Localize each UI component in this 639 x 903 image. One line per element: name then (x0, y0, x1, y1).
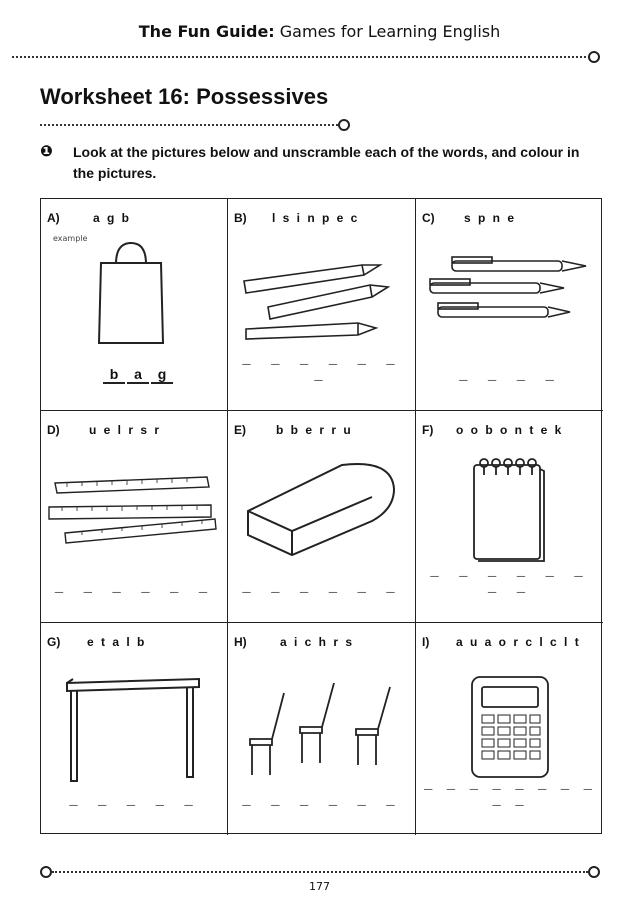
bag-icon (91, 239, 171, 349)
cell-label: C) (422, 211, 435, 225)
cell-c (416, 199, 603, 411)
answer-blanks: _ _ _ _ _ _ (242, 793, 401, 809)
cell-label: D) (47, 423, 60, 437)
example-note: example (53, 234, 88, 243)
scrambled-word: u e l r s r (89, 423, 162, 437)
scrambled-word: a i c h r s (280, 635, 355, 649)
cell-label: F) (422, 423, 434, 437)
scrambled-word: e t a l b (87, 635, 147, 649)
cell-g (41, 623, 228, 835)
answer-blanks: _ _ _ _ _ _ _ (242, 352, 401, 384)
cell-f (416, 411, 603, 623)
answer-letter: b (103, 366, 125, 384)
answer-blanks: _ _ _ _ _ _ (54, 580, 214, 596)
bullet-number: ❶ (40, 142, 53, 160)
cell-d (41, 411, 228, 623)
book-title-rest: Games for Learning English (274, 22, 501, 41)
rubber-icon (242, 459, 402, 559)
scrambled-word: a u a o r c l c l t (456, 635, 581, 649)
title-underline (40, 124, 338, 126)
answer-blanks: _ _ _ _ _ (69, 793, 199, 809)
scrambled-word: l s i n p e c (272, 211, 360, 225)
cell-label: I) (422, 635, 430, 649)
cell-label: E) (234, 423, 246, 437)
cell-b (228, 199, 416, 411)
answer-letter: g (151, 366, 173, 384)
title-underline-ring (338, 119, 350, 131)
cell-label: B) (234, 211, 247, 225)
chairs-icon (246, 683, 396, 783)
answer-blanks: _ _ _ _ _ _ _ _ (430, 564, 589, 596)
example-answer (103, 366, 175, 384)
cell-label: H) (234, 635, 247, 649)
calculator-icon (466, 673, 556, 783)
header-divider (12, 56, 590, 58)
answer-blanks: _ _ _ _ (459, 368, 560, 384)
answer-letter: a (127, 366, 149, 384)
answer-blanks: _ _ _ _ _ _ _ _ _ _ (423, 777, 596, 809)
page-number: 177 (309, 880, 330, 893)
scrambled-word: s p n e (464, 211, 517, 225)
table-icon (63, 673, 203, 783)
instruction-text: Look at the pictures below and unscramble each of the words, and colour in the pictures. (73, 144, 580, 181)
footer-divider (52, 871, 588, 873)
notebook-icon (468, 453, 548, 563)
cell-label: G) (47, 635, 61, 649)
cell-label: A) (47, 211, 60, 225)
scrambled-word: b b e r r u (276, 423, 353, 437)
footer-divider-ring-left (40, 866, 52, 878)
footer-divider-ring-right (588, 866, 600, 878)
scrambled-word: a g b (93, 211, 132, 225)
book-header (0, 22, 639, 41)
cell-e (228, 411, 416, 623)
scrambled-word: o o b o n t e k (456, 423, 564, 437)
header-divider-ring (588, 51, 600, 63)
answer-blanks: _ _ _ _ _ _ (242, 580, 401, 596)
cell-h (228, 623, 416, 835)
pens-icon (424, 255, 594, 325)
word-grid (40, 198, 602, 834)
rulers-icon (47, 471, 217, 551)
pencils-icon (242, 251, 392, 341)
worksheet-title: Worksheet 16: Possessives (40, 84, 329, 109)
book-title-bold: The Fun Guide: (138, 22, 275, 41)
cell-a (41, 199, 228, 411)
cell-i (416, 623, 603, 835)
